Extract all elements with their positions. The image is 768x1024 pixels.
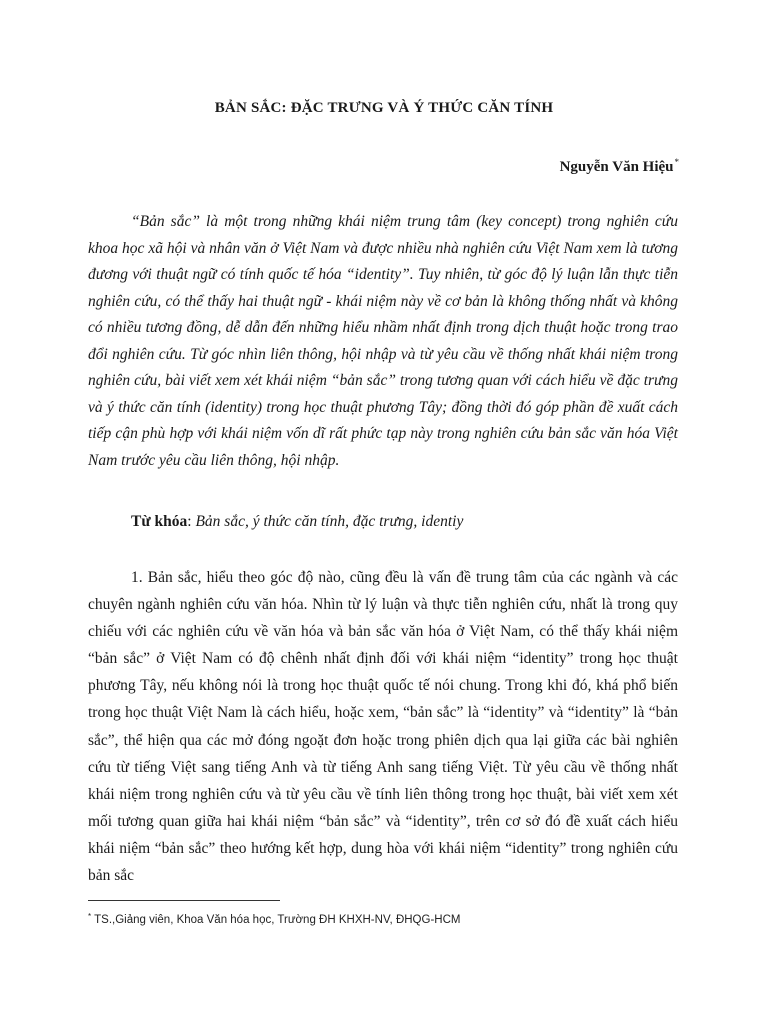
article-title: BẢN SẮC: ĐẶC TRƯNG VÀ Ý THỨC CĂN TÍNH [214,100,554,116]
footnote-divider [88,900,280,901]
footnote [88,912,460,926]
author-footnote-marker: * [674,157,679,167]
footnote-marker: * [88,912,92,921]
keywords-line [131,509,463,535]
footnote-text: TS.,Giảng viên, Khoa Văn hóa học, Trường ĐH KHXH-NV, ĐHQG-HCM [94,914,461,926]
author-name: Nguyễn Văn Hiệu [559,159,674,175]
body-paragraph: 1. Bản sắc, hiểu theo góc độ nào, cũng đều là vấn đề trung tâm của các ngành và các chuyên ngành nghiên cứu văn hóa. Nhìn từ lý luận và thực tiễn nghiên cứu, nhất là trong quy chiếu với các nghiên cứu về văn hóa và bản sắc văn hóa ở Việt Nam, có thể thấy khái niệm “bản sắc” ở Việt Nam có độ chênh nhất định đối với khái niệm “identity” trong học thuật phương Tây, nếu không nói là trong học thuật quốc tế nói chung. Trong khi đó, khá phổ biến trong học thuật Việt Nam là cách hiểu, hoặc xem, “bản sắc” là “identity” và “identity” là “bản sắc”, thể hiện qua các mở đóng ngoặt đơn hoặc trong phiên dịch qua lại giữa các bài nghiên cứu từ tiếng Việt sang tiếng Anh và từ tiếng Anh sang tiếng Việt. Từ yêu cầu về thống nhất khái niệm trong nghiên cứu và từ yêu cầu về tính liên thông trong học thuật, bài viết xem xét mối tương quan giữa hai khái niệm “bản sắc” và “identity”, trên cơ sở đó đề xuất cách hiểu khái niệm “bản sắc” theo hướng kết hợp, dung hòa với khái niệm “identity” trong nghiên cứu bản sắc [88,569,678,885]
author-line [560,157,679,176]
keywords-separator: : [187,513,196,530]
keywords-label: Từ khóa [131,513,188,530]
abstract-paragraph: “Bản sắc” là một trong những khái niệm trung tâm (key concept) trong nghiên cứu khoa học xã hội và nhân văn ở Việt Nam và được nhiều nhà nghiên cứu Việt Nam xem là tương đương với thuật ngữ có tính quốc tế hóa “identity”. Tuy nhiên, từ góc độ lý luận lẫn thực tiễn nghiên cứu, có thể thấy hai thuật ngữ - khái niệm này về cơ bản là không thống nhất và không có nhiều tương đồng, dễ dẫn đến những hiểu nhầm nhất định trong dịch thuật hoặc trong trao đổi nghiên cứu. Từ góc nhìn liên thông, hội nhập và từ yêu cầu về thống nhất khái niệm trong nghiên cứu, bài viết xem xét khái niệm “bản sắc” trong tương quan với cách hiểu về đặc trưng và ý thức căn tính (identity) trong học thuật phương Tây; đồng thời đó góp phần đề xuất cách tiếp cận phù hợp với khái niệm vốn dĩ rất phức tạp này trong nghiên cứu bản sắc văn hóa Việt Nam trước yêu cầu liên thông, hội nhập. [88,213,678,469]
keywords-value: Bản sắc, ý thức căn tính, đặc trưng, identiy [195,513,464,530]
